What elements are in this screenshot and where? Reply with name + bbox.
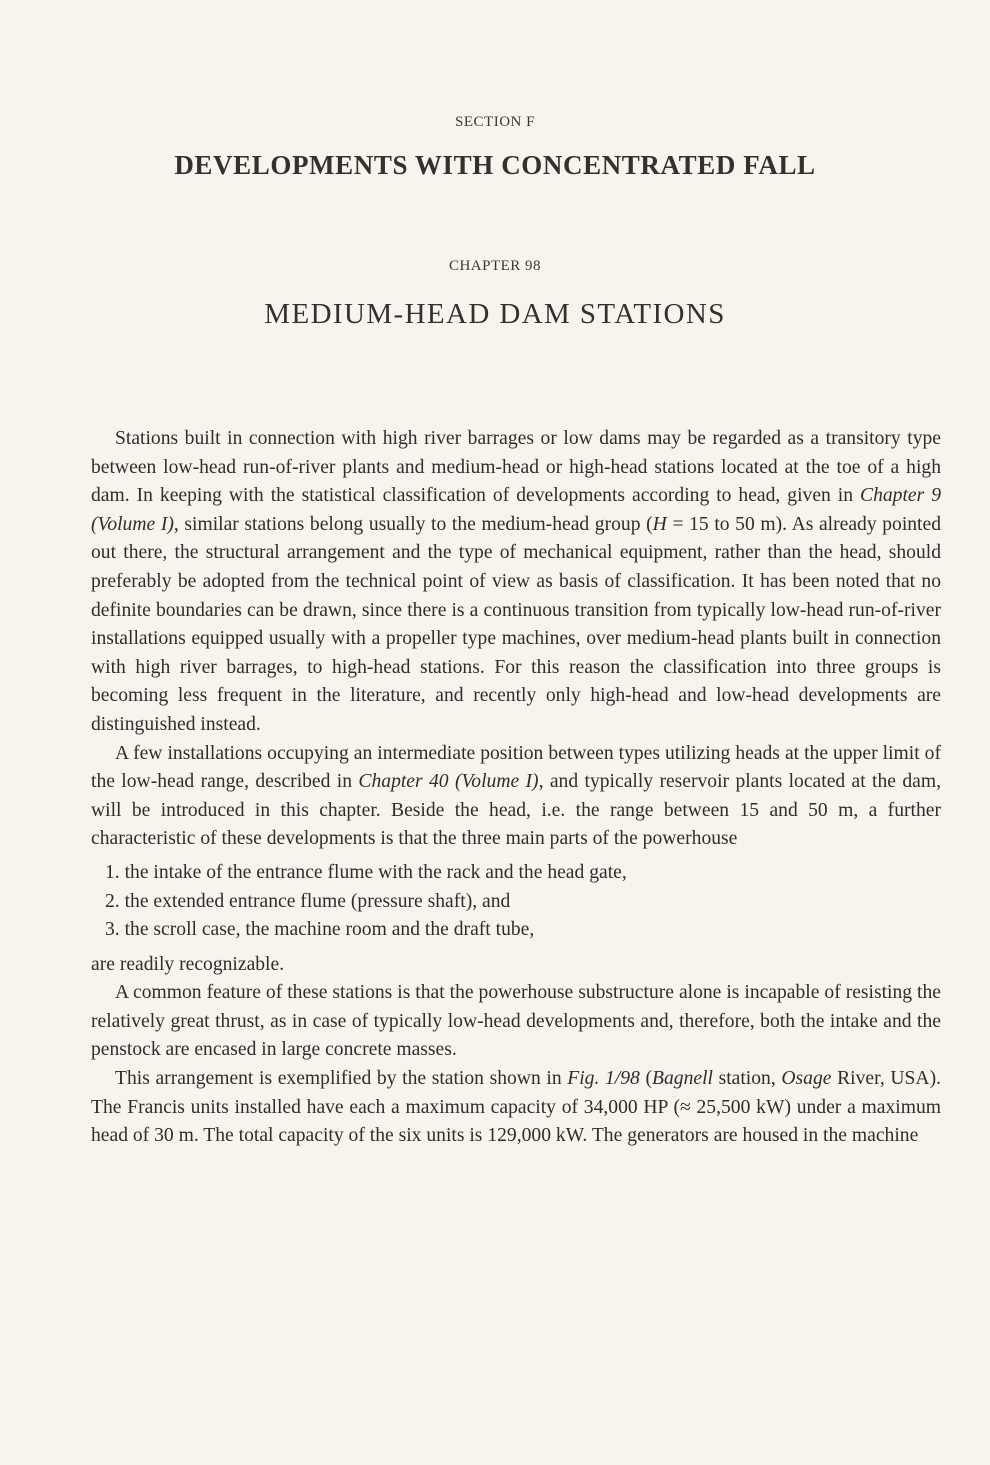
paragraph-2 — [91, 740, 941, 854]
chapter-9-reference: Chapter 9 (Volume I) — [91, 485, 942, 535]
list-item: 3. the scroll case, the machine room and the draft tube, — [105, 919, 535, 941]
paragraph-2-text-a: A few installations occupying an intermediate position between types utilizing heads at the upper limit of the low-head range, described in — [91, 742, 941, 793]
list-item: 2. the extended entrance flume (pressure shaft), and — [105, 890, 511, 912]
section-label: SECTION F — [455, 114, 535, 130]
chapter-title: MEDIUM-HEAD DAM STATIONS — [264, 298, 726, 330]
paragraph-5-text-c: station, — [712, 1068, 782, 1090]
paragraph-5 — [91, 1065, 941, 1151]
paragraph-1 — [91, 425, 941, 740]
head-symbol: H — [652, 513, 667, 535]
figure-reference: Fig. 1/98 — [567, 1068, 640, 1090]
paragraph-1-text-b: , similar stations belong usually to the medium-head group ( — [173, 513, 653, 535]
chapter-40-reference: Chapter 40 (Volume I) — [358, 771, 539, 793]
paragraph-3: are readily recognizable. — [91, 953, 285, 975]
station-name: Bagnell — [652, 1068, 713, 1090]
paragraph-5-text-b: ( — [639, 1068, 653, 1090]
paragraph-2-text-b: , and typically reservoir plants located at the dam, will be introduced in this chapter. Beside the head, i.e. the range between 15 and 50 m, a further characteristic of these developments is that the three main parts of the powerhouse — [91, 771, 941, 850]
paragraph-4: A common feature of these stations is that the powerhouse substructure alone is incapable of resisting the relatively great thrust, as in case of typically low-head developments and, therefore, both the intake and the penstock are encased in large concrete masses. — [91, 982, 941, 1061]
body-text — [91, 425, 941, 1151]
section-title: DEVELOPMENTS WITH CONCENTRATED FALL — [174, 150, 816, 180]
paragraph-5-text-a: This arrangement is exemplified by the station shown in — [115, 1068, 568, 1090]
paragraph-1-text-a: Stations built in connection with high river barrages or low dams may be regarded as a transitory type between low-head run-of-river plants and medium-head or high-head stations located at the toe of a high dam. In keeping with the statistical classification of developments according to head, given in — [91, 428, 941, 507]
paragraph-1-text-c: = 15 to 50 m). As already pointed out there, the structural arrangement and the type of mechanical equipment, rather than the head, should preferably be adopted from the technical point of view as basis of classification. It has been noted that no definite boundaries can be drawn, since there is a continuous transition from typically low-head run-of-river installations equipped usually with a propeller type machines, over medium-head plants built in connection with high river barrages, to high-head stations. For this reason the classification into three groups is becoming less frequent in the literature, and recently only high-head and low-head developments are distinguished instead. — [91, 513, 941, 735]
river-name: Osage — [781, 1068, 832, 1090]
powerhouse-parts-list — [91, 859, 941, 945]
chapter-label: CHAPTER 98 — [448, 258, 542, 274]
list-item: 1. the intake of the entrance flume with the rack and the head gate, — [105, 861, 627, 883]
paragraph-5-text-d: River, USA). The Francis units installed have each a maximum capacity of 34,000 HP (≈ 25,500 kW) under a maximum head of 30 m. The total capacity of the six units is 129,000 kW. The generators are housed in the machine — [91, 1068, 941, 1147]
